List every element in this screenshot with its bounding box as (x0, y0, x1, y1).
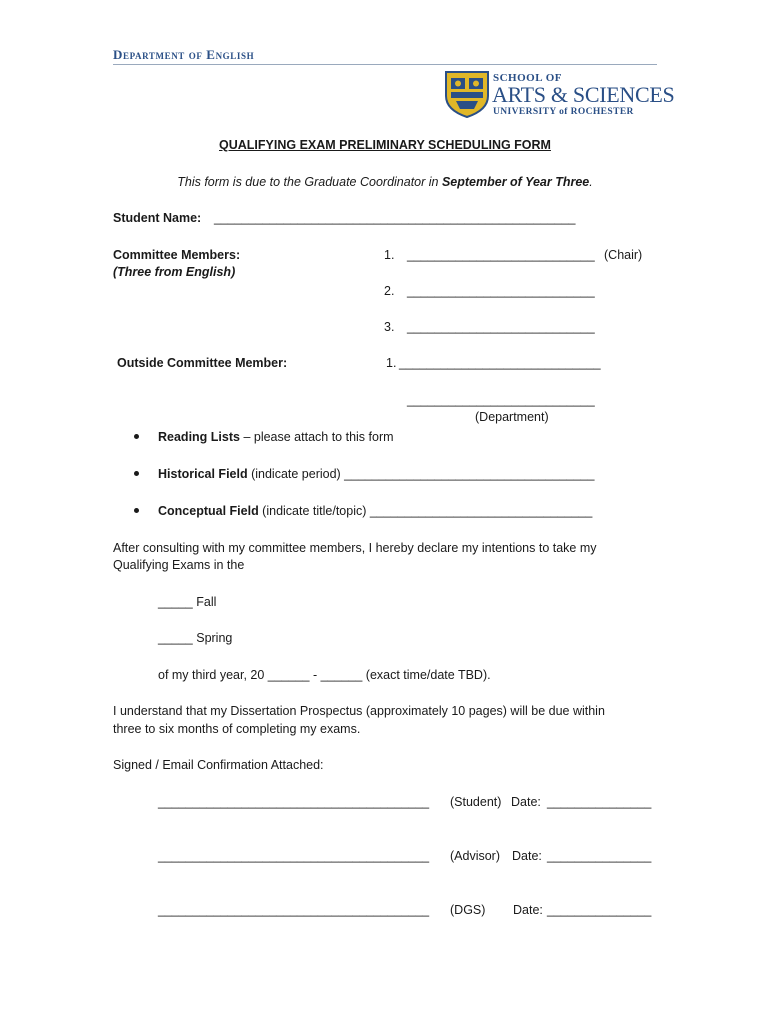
prospectus-text-line2: three to six months of completing my exams. (113, 722, 361, 736)
university-label: UNIVERSITY of ROCHESTER (493, 107, 634, 117)
student-name-field[interactable]: ____________________________________________________ (214, 211, 576, 225)
dgs-role-label: (DGS) (450, 903, 486, 917)
bullet-icon (134, 508, 139, 513)
member-2-field[interactable]: ___________________________ (407, 284, 595, 298)
department-heading: Department of English (113, 47, 255, 62)
reading-lists-item (158, 430, 394, 444)
fall-option[interactable]: _____ Fall (158, 595, 217, 609)
conceptual-field-label: Conceptual Field (158, 504, 259, 518)
university-seal-icon (442, 70, 492, 118)
advisor-date-field[interactable]: _______________ (547, 849, 652, 863)
spring-option[interactable]: _____ Spring (158, 631, 233, 645)
due-notice (0, 175, 770, 189)
department-caption: (Department) (475, 410, 549, 424)
committee-label: Committee Members: (113, 248, 241, 262)
dgs-date-label: Date: (513, 903, 543, 917)
student-signature-field[interactable]: _______________________________________ (158, 795, 430, 809)
dgs-date-field[interactable]: _______________ (547, 903, 652, 917)
conceptual-field-item[interactable] (158, 504, 592, 518)
outside-member-number: 1. (386, 356, 397, 370)
student-role-label: (Student) (450, 795, 502, 809)
outside-member-label: Outside Committee Member: (117, 356, 288, 370)
prospectus-text-line1: I understand that my Dissertation Prospectus (approximately 10 pages) will be due within (113, 704, 605, 718)
advisor-role-label: (Advisor) (450, 849, 501, 863)
intent-text-line2: Qualifying Exams in the (113, 558, 245, 572)
bullet-icon (134, 471, 139, 476)
committee-sublabel: (Three from English) (113, 265, 236, 279)
intent-text-line1: After consulting with my committee members, I hereby declare my intentions to take my (113, 541, 597, 555)
historical-field-item[interactable] (158, 467, 594, 481)
member-1-field[interactable]: ___________________________ (407, 248, 595, 262)
member-1-chair-label: (Chair) (604, 248, 643, 262)
member-3-field[interactable]: ___________________________ (407, 320, 595, 334)
bullet-icon (134, 434, 139, 439)
third-year-field[interactable]: of my third year, 20 ______ - ______ (exact time/date TBD). (158, 668, 491, 682)
reading-lists-text: – please attach to this form (239, 430, 394, 444)
dgs-signature-field[interactable]: _______________________________________ (158, 903, 430, 917)
header-divider (113, 64, 657, 65)
student-date-label: Date: (511, 795, 541, 809)
outside-member-field[interactable]: _____________________________ (399, 356, 601, 370)
member-1-number: 1. (384, 248, 395, 262)
member-3-number: 3. (384, 320, 395, 334)
advisor-date-label: Date: (512, 849, 542, 863)
due-prefix: This form is due to the Graduate Coordinator in (177, 175, 442, 189)
school-of-label: SCHOOL OF (493, 72, 562, 84)
historical-field-input[interactable]: (indicate period) ____________________________________ (247, 467, 595, 481)
student-date-field[interactable]: _______________ (547, 795, 652, 809)
conceptual-field-input[interactable]: (indicate title/topic) ________________________________ (258, 504, 593, 518)
member-2-number: 2. (384, 284, 395, 298)
signed-label: Signed / Email Confirmation Attached: (113, 758, 324, 772)
advisor-signature-field[interactable]: _______________________________________ (158, 849, 430, 863)
arts-sciences-label: ARTS & SCIENCES (492, 82, 675, 107)
historical-field-label: Historical Field (158, 467, 248, 481)
due-suffix: . (589, 175, 593, 189)
reading-lists-label: Reading Lists (158, 430, 240, 444)
student-name-label: Student Name: (113, 211, 202, 225)
form-title: QUALIFYING EXAM PRELIMINARY SCHEDULING FORM (219, 138, 551, 152)
department-field[interactable]: ___________________________ (407, 393, 595, 407)
due-deadline: September of Year Three (441, 175, 590, 189)
